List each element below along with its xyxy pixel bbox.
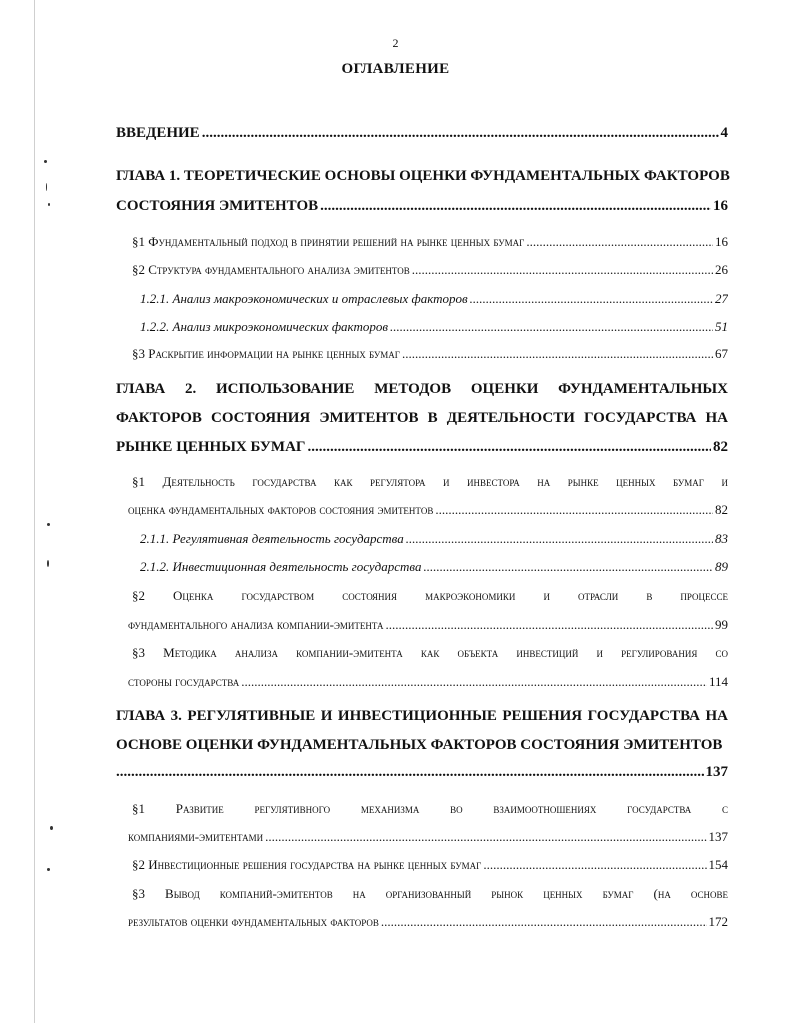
dot-leader: [423, 559, 713, 575]
scan-margin-line: [34, 0, 35, 1023]
toc-chapter-1[interactable]: [116, 198, 728, 215]
toc-chapter-1-title[interactable]: ГЛАВА 1. ТЕОРЕТИЧЕСКИЕ ОСНОВЫ ОЦЕНКИ ФУНДАМЕНТАЛЬНЫХ ФАКТОРОВ: [116, 168, 730, 184]
toc-section-3-3-line1[interactable]: §3 Вывод компаний-эмитентов на организованный рынок ценных бумаг (на основе: [132, 886, 728, 901]
toc-entry-label: §2 Структура фундаментального анализа эмитентов: [132, 262, 410, 277]
dot-leader: [483, 857, 706, 873]
scan-speck: [48, 203, 50, 206]
toc-page-number: 82: [715, 502, 728, 517]
toc-page-number: 51: [715, 319, 728, 334]
toc-section-1-3[interactable]: [132, 346, 728, 362]
toc-page-number: 89: [715, 559, 728, 574]
toc-entry-label: РЫНКЕ ЦЕННЫХ БУМАГ: [116, 439, 306, 455]
toc-page-number: 154: [708, 857, 728, 872]
toc-page-number: 172: [708, 914, 728, 929]
toc-entry-label: 1.2.1. Анализ макроэкономических и отраслевых факторов: [140, 291, 468, 306]
scan-speck: [50, 826, 53, 830]
scan-speck: [46, 183, 47, 191]
toc-section-3-1[interactable]: [128, 829, 728, 845]
toc-section-2-3[interactable]: [128, 674, 728, 690]
toc-chapter-3[interactable]: [116, 764, 728, 781]
toc-entry-label: ВВЕДЕНИЕ: [116, 125, 200, 141]
dot-leader: [241, 674, 707, 690]
toc-page-number: 99: [715, 617, 728, 632]
dot-leader: [307, 439, 711, 456]
toc-section-1-1[interactable]: [132, 234, 728, 250]
dot-leader: [202, 125, 719, 142]
toc-entry-label: 2.1.2. Инвестиционная деятельность государства: [140, 559, 422, 574]
toc-page-number: 4: [720, 125, 728, 141]
toc-entry-label: оценка фундаментальных факторов состояния эмитентов: [128, 502, 434, 517]
scan-speck: [47, 560, 49, 567]
toc-entry-label: 2.1.1. Регулятивная деятельность государства: [140, 531, 404, 546]
toc-section-2-3-line1[interactable]: §3 Методика анализа компании-эмитента как объекта инвестиций и регулирования со: [132, 645, 728, 660]
toc-entry-label: результатов оценки фундаментальных факторов: [128, 914, 379, 929]
toc-section-2-2[interactable]: [128, 617, 728, 633]
dot-leader: [435, 502, 713, 518]
toc-subsection-2-1-2[interactable]: [140, 559, 728, 575]
dot-leader: [470, 291, 713, 307]
toc-subsection-1-2-2[interactable]: [140, 319, 728, 335]
dot-leader: [402, 346, 713, 362]
toc-page-number: 27: [715, 291, 728, 306]
toc-entry-label: §2 Инвестиционные решения государства на рынке ценных бумаг: [132, 857, 482, 872]
toc-page-number: 16: [715, 234, 728, 249]
toc-section-3-1-line1[interactable]: §1 Развитие регулятивного механизма во взаимоотношениях государства с: [132, 801, 728, 816]
toc-chapter-3-title-line2[interactable]: ОСНОВЕ ОЦЕНКИ ФУНДАМЕНТАЛЬНЫХ ФАКТОРОВ СОСТОЯНИЯ ЭМИТЕНТОВ: [116, 737, 723, 753]
toc-subsection-1-2-1[interactable]: [140, 291, 728, 307]
toc-chapter-2-title-line2[interactable]: ФАКТОРОВ СОСТОЯНИЯ ЭМИТЕНТОВ В ДЕЯТЕЛЬНОСТИ ГОСУДАРСТВА НА: [116, 410, 728, 426]
toc-entry-intro[interactable]: [116, 125, 728, 142]
toc-entry-label: §1 Фундаментальный подход в принятии решений на рынке ценных бумаг: [132, 234, 525, 249]
page-number: 2: [392, 36, 399, 50]
dot-leader: [412, 262, 713, 278]
dot-leader: [390, 319, 713, 335]
toc-chapter-2[interactable]: [116, 439, 728, 456]
toc-entry-label: фундаментального анализа компании-эмитента: [128, 617, 384, 632]
dot-leader: [526, 234, 713, 250]
toc-entry-label: §3 Раскрытие информации на рынке ценных бумаг: [132, 346, 400, 361]
toc-page-number: 114: [708, 674, 728, 689]
toc-page-number: 137: [705, 764, 728, 780]
toc-page-number: 83: [715, 531, 728, 546]
toc-page-number: 16: [713, 198, 728, 214]
scan-speck: [47, 868, 50, 871]
page-title: ОГЛАВЛЕНИЕ: [341, 61, 450, 77]
toc-entry-label: СОСТОЯНИЯ ЭМИТЕНТОВ: [116, 198, 319, 214]
toc-page-number: 26: [715, 262, 728, 277]
dot-leader: [385, 617, 713, 633]
toc-section-2-2-line1[interactable]: §2 Оценка государством состояния макроэкономики и отрасли в процессе: [132, 588, 728, 603]
dot-leader: [116, 764, 704, 781]
toc-section-1-2[interactable]: [132, 262, 728, 278]
dot-leader: [406, 531, 713, 547]
dot-leader: [265, 829, 706, 845]
toc-section-3-2[interactable]: [132, 857, 728, 873]
toc-page-number: 137: [708, 829, 728, 844]
toc-entry-label: 1.2.2. Анализ микроэкономических факторов: [140, 319, 388, 334]
toc-section-2-1[interactable]: [128, 502, 728, 518]
toc-page-number: 67: [715, 346, 728, 361]
toc-chapter-2-title-line1[interactable]: ГЛАВА 2. ИСПОЛЬЗОВАНИЕ МЕТОДОВ ОЦЕНКИ ФУНДАМЕНТАЛЬНЫХ: [116, 381, 728, 397]
toc-subsection-2-1-1[interactable]: [140, 531, 728, 547]
toc-entry-label: стороны государства: [128, 674, 240, 689]
toc-entry-label: компаниями-эмитентами: [128, 829, 264, 844]
dot-leader: [320, 198, 711, 215]
dot-leader: [381, 914, 707, 930]
toc-section-2-1-line1[interactable]: §1 Деятельность государства как регулятора и инвестора на рынке ценных бумаг и: [132, 474, 728, 489]
scan-speck: [47, 523, 50, 526]
toc-chapter-3-title-line1[interactable]: ГЛАВА 3. РЕГУЛЯТИВНЫЕ И ИНВЕСТИЦИОННЫЕ РЕШЕНИЯ ГОСУДАРСТВА НА: [116, 708, 728, 724]
toc-page-number: 82: [713, 439, 728, 455]
toc-section-3-3[interactable]: [128, 914, 728, 930]
scan-speck: [44, 160, 47, 163]
